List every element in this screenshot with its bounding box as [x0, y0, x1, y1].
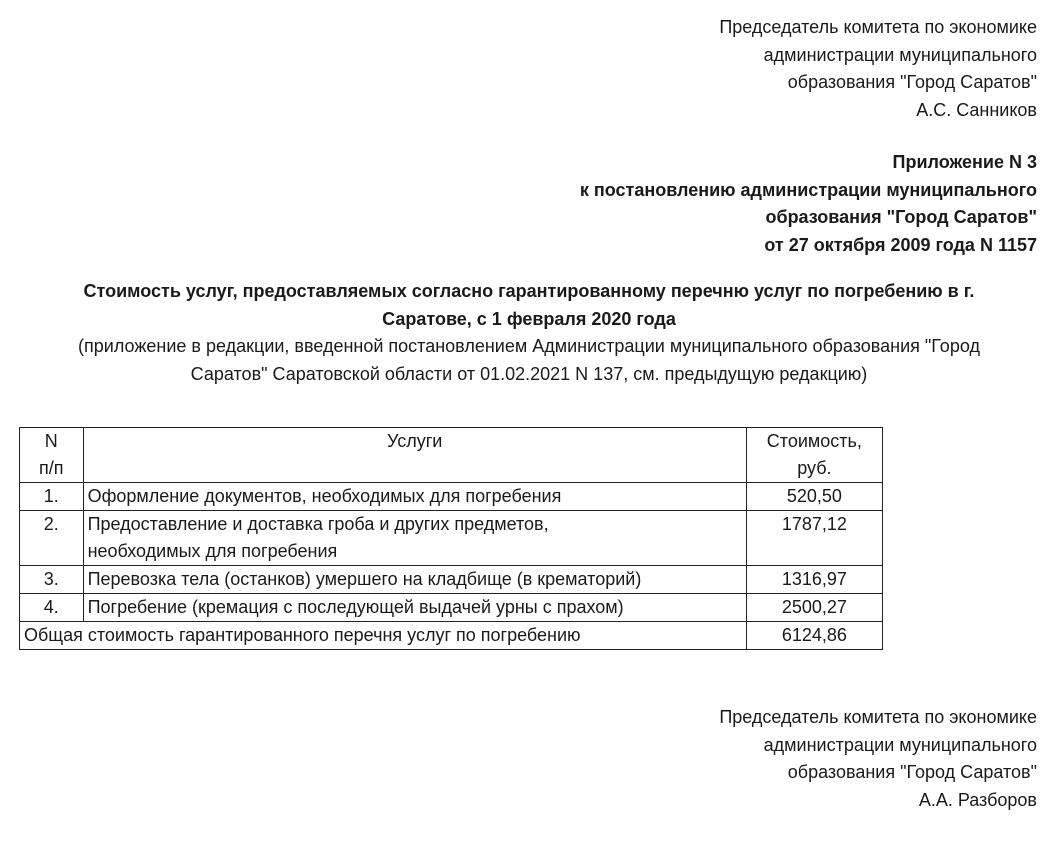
signature-top-name: А.С. Санников: [916, 99, 1037, 120]
appendix-number: Приложение N 3: [892, 152, 1037, 172]
signature-block-top: [719, 14, 1037, 124]
row-cost: 2500,27: [746, 594, 882, 622]
appendix-header: [580, 149, 1037, 259]
services-cost-table: [19, 427, 883, 650]
row-cost: 1316,97: [746, 566, 882, 594]
table-row: [20, 566, 883, 594]
signature-bottom-name: А.А. Разборов: [918, 789, 1037, 810]
header-service: Услуги: [83, 428, 746, 483]
signature-block-bottom: [719, 704, 1037, 814]
appendix-line3: образования "Город Саратов": [765, 207, 1037, 227]
row-service-line1: Предоставление и доставка гроба и других предметов,: [87, 514, 549, 534]
header-num: [20, 428, 84, 483]
table-row: [20, 511, 883, 566]
signature-top-position-line2: администрации муниципального: [763, 44, 1037, 65]
header-num-line2: п/п: [39, 458, 64, 478]
row-cost: 520,50: [746, 483, 882, 511]
signature-bottom-position-line1: Председатель комитета по экономике: [719, 707, 1037, 727]
signature-top-position-line1: Председатель комитета по экономике: [719, 17, 1037, 37]
row-num: 1.: [20, 483, 84, 511]
document-subtitle-line2: Саратов" Саратовской области от 01.02.2021 N 137, см. предыдущую редакцию): [190, 363, 868, 384]
table-row: [20, 594, 883, 622]
signature-bottom-position-line2: администрации муниципального: [763, 734, 1037, 755]
signature-top-position-line3: образования "Город Саратов": [787, 72, 1037, 92]
total-cost: 6124,86: [746, 622, 882, 650]
appendix-date: от 27 октября 2009 года N 1157: [764, 234, 1037, 255]
document-title-line2: Саратове, с 1 февраля 2020 года: [382, 309, 676, 329]
row-service: Перевозка тела (останков) умершего на кладбище (в крематорий): [83, 566, 746, 594]
header-cost-line2: руб.: [797, 458, 832, 478]
appendix-line2: к постановлению администрации муниципального: [579, 179, 1037, 200]
row-num: 4.: [20, 594, 84, 622]
table-total-row: [20, 622, 883, 650]
header-num-line1: N: [44, 431, 58, 451]
row-service-line2: необходимых для погребения: [87, 541, 338, 561]
document-subtitle-line1: (приложение в редакции, введенной постановлением Администрации муниципального образования "Город: [78, 336, 980, 356]
signature-bottom-position-line3: образования "Город Саратов": [787, 762, 1037, 782]
row-cost: 1787,12: [746, 511, 882, 566]
header-cost: [746, 428, 882, 483]
row-service: [83, 511, 746, 566]
row-service: Погребение (кремация с последующей выдачей урны с прахом): [83, 594, 746, 622]
row-num: 2.: [20, 511, 84, 566]
table-header-row: [20, 428, 883, 483]
table-row: [20, 483, 883, 511]
document-subtitle: [20, 333, 1038, 388]
row-service: Оформление документов, необходимых для погребения: [83, 483, 746, 511]
document-title: [20, 277, 1038, 333]
row-num: 3.: [20, 566, 84, 594]
header-cost-line1: Стоимость,: [766, 431, 862, 451]
document-title-line1: Стоимость услуг, предоставляемых согласно гарантированному перечню услуг по погребению в г.: [83, 281, 975, 301]
total-label: Общая стоимость гарантированного перечня услуг по погребению: [20, 622, 747, 650]
